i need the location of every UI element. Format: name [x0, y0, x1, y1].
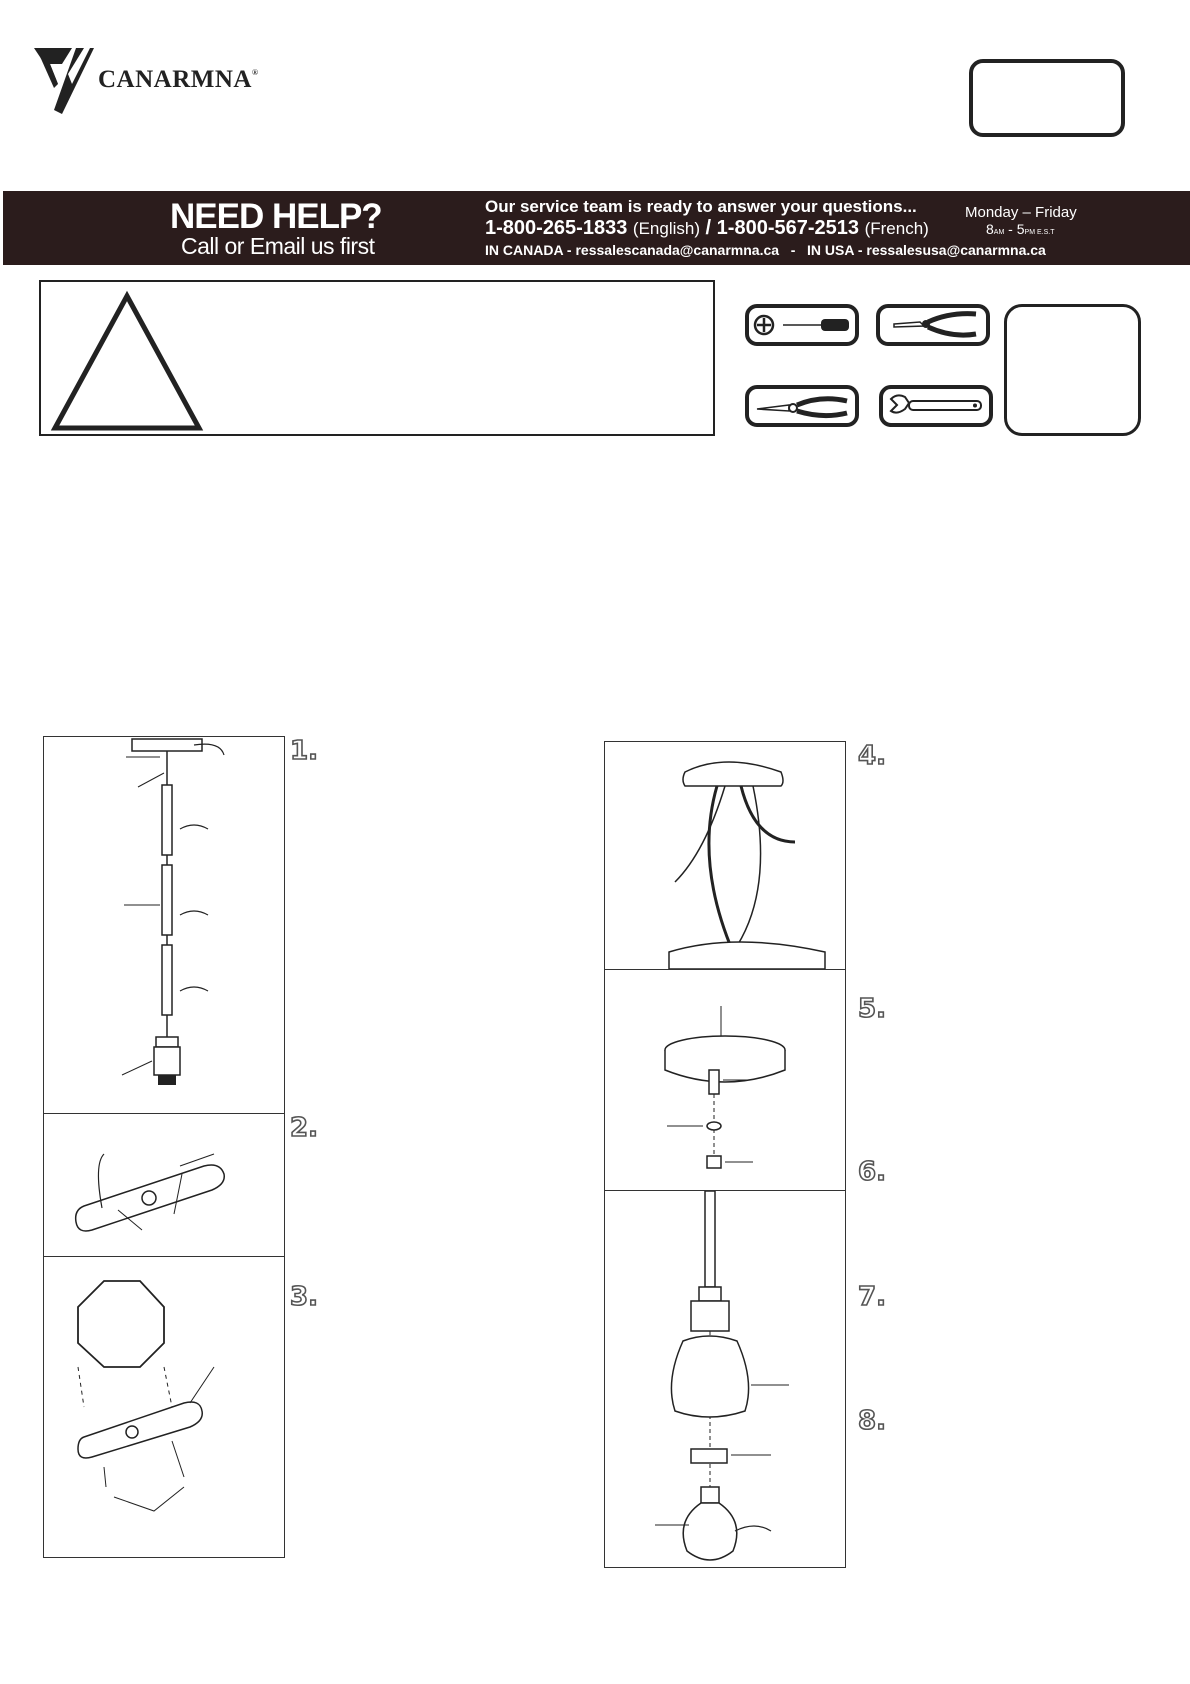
- model-number-box: [969, 59, 1125, 137]
- help-banner: [3, 191, 1190, 265]
- brand-name: CANARMNA®: [98, 66, 259, 93]
- step-3-illustration: [43, 1256, 285, 1558]
- help-emails[interactable]: IN CANADA - ressalescanada@canarmna.ca - IN USA - ressalesusa@canarmna.ca: [485, 242, 1046, 258]
- help-hours: 8AM - 5PM E.S.T: [986, 221, 1055, 237]
- brand-logo: [32, 44, 292, 116]
- junction-box-icon: [44, 1257, 284, 1557]
- shade-and-bulb-icon: [605, 1191, 845, 1567]
- step-5-illustration: [604, 969, 846, 1191]
- mounting-bar-icon: [44, 1114, 284, 1256]
- help-intro: Our service team is ready to answer your questions...: [485, 197, 917, 216]
- help-subtitle: Call or Email us first: [181, 233, 375, 259]
- phone-french[interactable]: 1-800-567-2513: [716, 217, 860, 239]
- canopy-mount-icon: [605, 970, 845, 1190]
- tools-side-box: [1004, 304, 1141, 436]
- help-title: NEED HELP?: [170, 197, 382, 236]
- phillips-screwdriver-icon: [749, 308, 855, 342]
- brand-logo-icon: [32, 44, 96, 116]
- phone-english[interactable]: 1-800-265-1833: [485, 217, 628, 239]
- step-number-4: 4.: [858, 741, 886, 771]
- step-number-5: 5.: [858, 994, 886, 1024]
- warning-box: [39, 280, 715, 436]
- step-2-illustration: [43, 1113, 285, 1257]
- warning-triangle-icon: [47, 288, 207, 432]
- step-number-7: 7.: [858, 1282, 886, 1312]
- pendant-stem-assembly-icon: [44, 737, 284, 1113]
- needle-nose-pliers-icon: [749, 389, 855, 423]
- step-6-8-illustration: [604, 1190, 846, 1568]
- step-number-8: 8.: [858, 1406, 886, 1436]
- step-1-illustration: [43, 736, 285, 1114]
- tool-wire-stripper: [876, 304, 990, 346]
- tool-adjustable-wrench: [879, 385, 993, 427]
- adjustable-wrench-icon: [883, 389, 989, 423]
- step-number-1: 1.: [290, 736, 318, 766]
- step-number-2: 2.: [290, 1113, 318, 1143]
- help-days: Monday – Friday: [965, 204, 1077, 221]
- help-phones: 1-800-265-1833 (English) / 1-800-567-2513 (French): [485, 217, 929, 239]
- wire-stripper-icon: [880, 308, 986, 342]
- step-4-illustration: [604, 741, 846, 970]
- tool-needle-nose-pliers: [745, 385, 859, 427]
- tool-phillips-screwdriver: [745, 304, 859, 346]
- step-number-3: 3.: [290, 1282, 318, 1312]
- wire-connection-icon: [605, 742, 845, 969]
- step-number-6: 6.: [858, 1157, 886, 1187]
